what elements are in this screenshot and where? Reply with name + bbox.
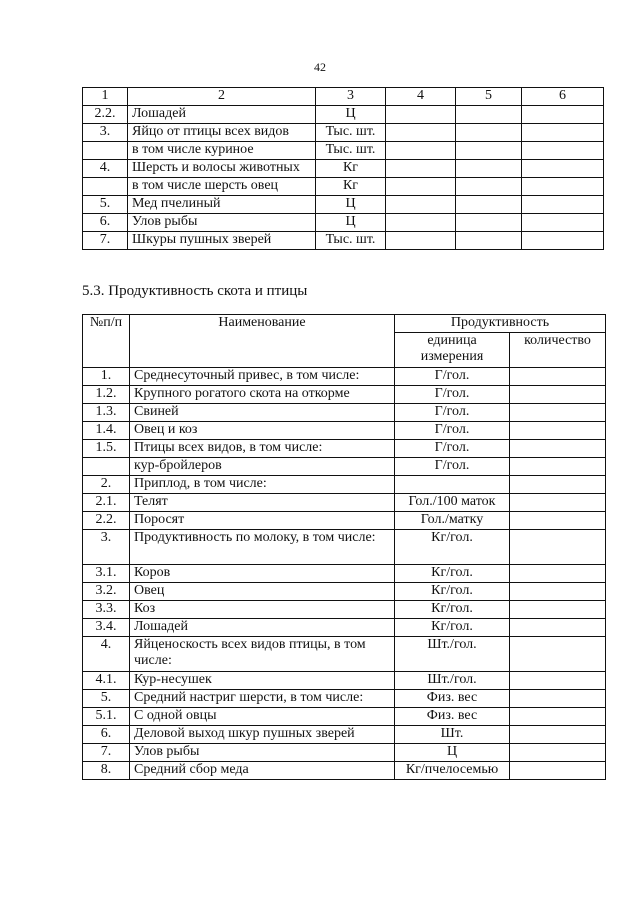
header-name: Наименование: [130, 315, 395, 368]
row-quantity: [510, 690, 606, 708]
row-number: 5.: [83, 196, 128, 214]
row-name: Шкуры пушных зверей: [128, 232, 316, 250]
row-name: кур-бройлеров: [130, 458, 395, 476]
table-row: [83, 386, 606, 404]
table-row: [83, 422, 606, 440]
row-number: 8.: [83, 762, 130, 780]
row-unit: Тыс. шт.: [316, 142, 386, 160]
row-unit: Кг/гол.: [395, 565, 510, 583]
row-number: 2.: [83, 476, 130, 494]
row-value-4: [386, 142, 456, 160]
row-number: 6.: [83, 726, 130, 744]
row-name: Приплод, в том числе:: [130, 476, 395, 494]
row-unit: Гол./100 маток: [395, 494, 510, 512]
row-value-6: [522, 214, 604, 232]
row-value-4: [386, 214, 456, 232]
row-name: Кур-несушек: [130, 672, 395, 690]
row-quantity: [510, 368, 606, 386]
row-unit: Шт./гол.: [395, 672, 510, 690]
row-number: [83, 178, 128, 196]
row-quantity: [510, 708, 606, 726]
page-number: 42: [314, 60, 326, 74]
row-number: 2.1.: [83, 494, 130, 512]
row-number: 7.: [83, 744, 130, 762]
row-quantity: [510, 458, 606, 476]
column-number: 4: [386, 88, 456, 106]
row-quantity: [510, 494, 606, 512]
table-row: [83, 178, 604, 196]
row-name: Лошадей: [130, 619, 395, 637]
row-number: 3.4.: [83, 619, 130, 637]
row-number: 4.: [83, 160, 128, 178]
row-name: Лошадей: [128, 106, 316, 124]
row-unit: Шт./гол.: [395, 637, 510, 672]
table-row: [83, 106, 604, 124]
row-quantity: [510, 565, 606, 583]
production-table: [82, 87, 604, 250]
row-unit: Г/гол.: [395, 368, 510, 386]
row-unit: Г/гол.: [395, 386, 510, 404]
row-number: 1.4.: [83, 422, 130, 440]
row-value-6: [522, 142, 604, 160]
row-number: 3.1.: [83, 565, 130, 583]
row-number: 1.3.: [83, 404, 130, 422]
row-quantity: [510, 637, 606, 672]
row-number: 5.1.: [83, 708, 130, 726]
row-unit: Г/гол.: [395, 422, 510, 440]
row-number: 1.5.: [83, 440, 130, 458]
row-name: Яйценоскость всех видов птицы, в том числе:: [130, 637, 395, 672]
row-quantity: [510, 619, 606, 637]
row-number: [83, 458, 130, 476]
table-row: [83, 214, 604, 232]
row-value-6: [522, 178, 604, 196]
row-number: 3.: [83, 124, 128, 142]
row-name: Мед пчелиный: [128, 196, 316, 214]
table-row: [83, 124, 604, 142]
row-value-5: [456, 214, 522, 232]
row-number: 1.2.: [83, 386, 130, 404]
row-name: Телят: [130, 494, 395, 512]
table-row: [83, 476, 606, 494]
row-number: 3.: [83, 530, 130, 565]
row-number: 2.2.: [83, 512, 130, 530]
table-row: [83, 601, 606, 619]
row-unit: Физ. вес: [395, 708, 510, 726]
row-value-6: [522, 232, 604, 250]
table-row: [83, 368, 606, 386]
row-value-5: [456, 160, 522, 178]
row-number: 1.: [83, 368, 130, 386]
row-unit: Кг: [316, 178, 386, 196]
row-number: 2.2.: [83, 106, 128, 124]
row-number: 3.2.: [83, 583, 130, 601]
table-row: [83, 762, 606, 780]
table-row: [83, 690, 606, 708]
column-number: 3: [316, 88, 386, 106]
table-row: [83, 565, 606, 583]
row-quantity: [510, 422, 606, 440]
row-value-5: [456, 178, 522, 196]
table-row: [83, 708, 606, 726]
table-row: [83, 232, 604, 250]
table-row: [83, 458, 606, 476]
row-value-4: [386, 106, 456, 124]
row-quantity: [510, 726, 606, 744]
row-value-5: [456, 232, 522, 250]
row-number: 4.: [83, 637, 130, 672]
row-unit: Кг/пчелосемью: [395, 762, 510, 780]
row-name: Свиней: [130, 404, 395, 422]
row-quantity: [510, 601, 606, 619]
table-row: [83, 583, 606, 601]
row-value-6: [522, 196, 604, 214]
row-name: в том числе шерсть овец: [128, 178, 316, 196]
table-row: [83, 494, 606, 512]
row-name: Поросят: [130, 512, 395, 530]
row-unit: Г/гол.: [395, 404, 510, 422]
row-quantity: [510, 404, 606, 422]
row-value-5: [456, 196, 522, 214]
column-number: 1: [83, 88, 128, 106]
table-header-row: [83, 88, 604, 106]
row-unit: Шт.: [395, 726, 510, 744]
row-value-4: [386, 232, 456, 250]
table-row: [83, 440, 606, 458]
header-unit: единица измерения: [395, 333, 510, 368]
row-quantity: [510, 583, 606, 601]
row-unit: Ц: [395, 744, 510, 762]
row-unit: Г/гол.: [395, 458, 510, 476]
row-unit: Кг/гол.: [395, 619, 510, 637]
productivity-table: [82, 314, 606, 780]
row-unit: Кг/гол.: [395, 530, 510, 565]
row-number: 7.: [83, 232, 128, 250]
row-name: Яйцо от птицы всех видов: [128, 124, 316, 142]
row-quantity: [510, 744, 606, 762]
table-row: [83, 726, 606, 744]
row-unit: Тыс. шт.: [316, 232, 386, 250]
row-value-5: [456, 124, 522, 142]
row-unit: Гол./матку: [395, 512, 510, 530]
row-value-4: [386, 124, 456, 142]
row-name: Коров: [130, 565, 395, 583]
row-unit: [395, 476, 510, 494]
row-name: Среднесуточный привес, в том числе:: [130, 368, 395, 386]
row-quantity: [510, 512, 606, 530]
table-row: [83, 530, 606, 565]
row-name: Улов рыбы: [128, 214, 316, 232]
row-number: 4.1.: [83, 672, 130, 690]
row-value-6: [522, 124, 604, 142]
row-value-4: [386, 196, 456, 214]
table-row: [83, 637, 606, 672]
column-number: 6: [522, 88, 604, 106]
table-row: [83, 672, 606, 690]
row-value-5: [456, 106, 522, 124]
row-name: в том числе куриное: [128, 142, 316, 160]
row-unit: Тыс. шт.: [316, 124, 386, 142]
row-number: 6.: [83, 214, 128, 232]
row-unit: Ц: [316, 106, 386, 124]
row-quantity: [510, 672, 606, 690]
table-row: [83, 744, 606, 762]
row-name: Крупного рогатого скота на откорме: [130, 386, 395, 404]
table-row: [83, 512, 606, 530]
row-value-4: [386, 178, 456, 196]
row-unit: Ц: [316, 196, 386, 214]
header-num: №п/п: [83, 315, 130, 368]
row-name: Улов рыбы: [130, 744, 395, 762]
row-value-6: [522, 106, 604, 124]
row-name: Овец: [130, 583, 395, 601]
row-unit: Физ. вес: [395, 690, 510, 708]
row-unit: Кг/гол.: [395, 583, 510, 601]
row-value-6: [522, 160, 604, 178]
header-quantity: количество: [510, 333, 606, 368]
table-row: [83, 160, 604, 178]
row-number: [83, 142, 128, 160]
row-unit: Кг/гол.: [395, 601, 510, 619]
row-name: Продуктивность по молоку, в том числе:: [130, 530, 395, 565]
column-number: 5: [456, 88, 522, 106]
row-number: 5.: [83, 690, 130, 708]
row-quantity: [510, 386, 606, 404]
table-row: [83, 404, 606, 422]
row-name: Овец и коз: [130, 422, 395, 440]
row-quantity: [510, 476, 606, 494]
row-unit: Кг: [316, 160, 386, 178]
row-unit: Ц: [316, 214, 386, 232]
row-value-5: [456, 142, 522, 160]
row-quantity: [510, 530, 606, 565]
row-name: Средний сбор меда: [130, 762, 395, 780]
row-number: 3.3.: [83, 601, 130, 619]
table-row: [83, 619, 606, 637]
row-name: С одной овцы: [130, 708, 395, 726]
row-name: Деловой выход шкур пушных зверей: [130, 726, 395, 744]
row-unit: Г/гол.: [395, 440, 510, 458]
row-name: Птицы всех видов, в том числе:: [130, 440, 395, 458]
row-quantity: [510, 440, 606, 458]
row-name: Средний настриг шерсти, в том числе:: [130, 690, 395, 708]
row-value-4: [386, 160, 456, 178]
table-row: [83, 142, 604, 160]
row-quantity: [510, 762, 606, 780]
column-number: 2: [128, 88, 316, 106]
section-title: 5.3. Продуктивность скота и птицы: [82, 283, 308, 299]
row-name: Шерсть и волосы животных: [128, 160, 316, 178]
row-name: Коз: [130, 601, 395, 619]
table-row: [83, 196, 604, 214]
header-productivity: Продуктивность: [395, 315, 606, 333]
